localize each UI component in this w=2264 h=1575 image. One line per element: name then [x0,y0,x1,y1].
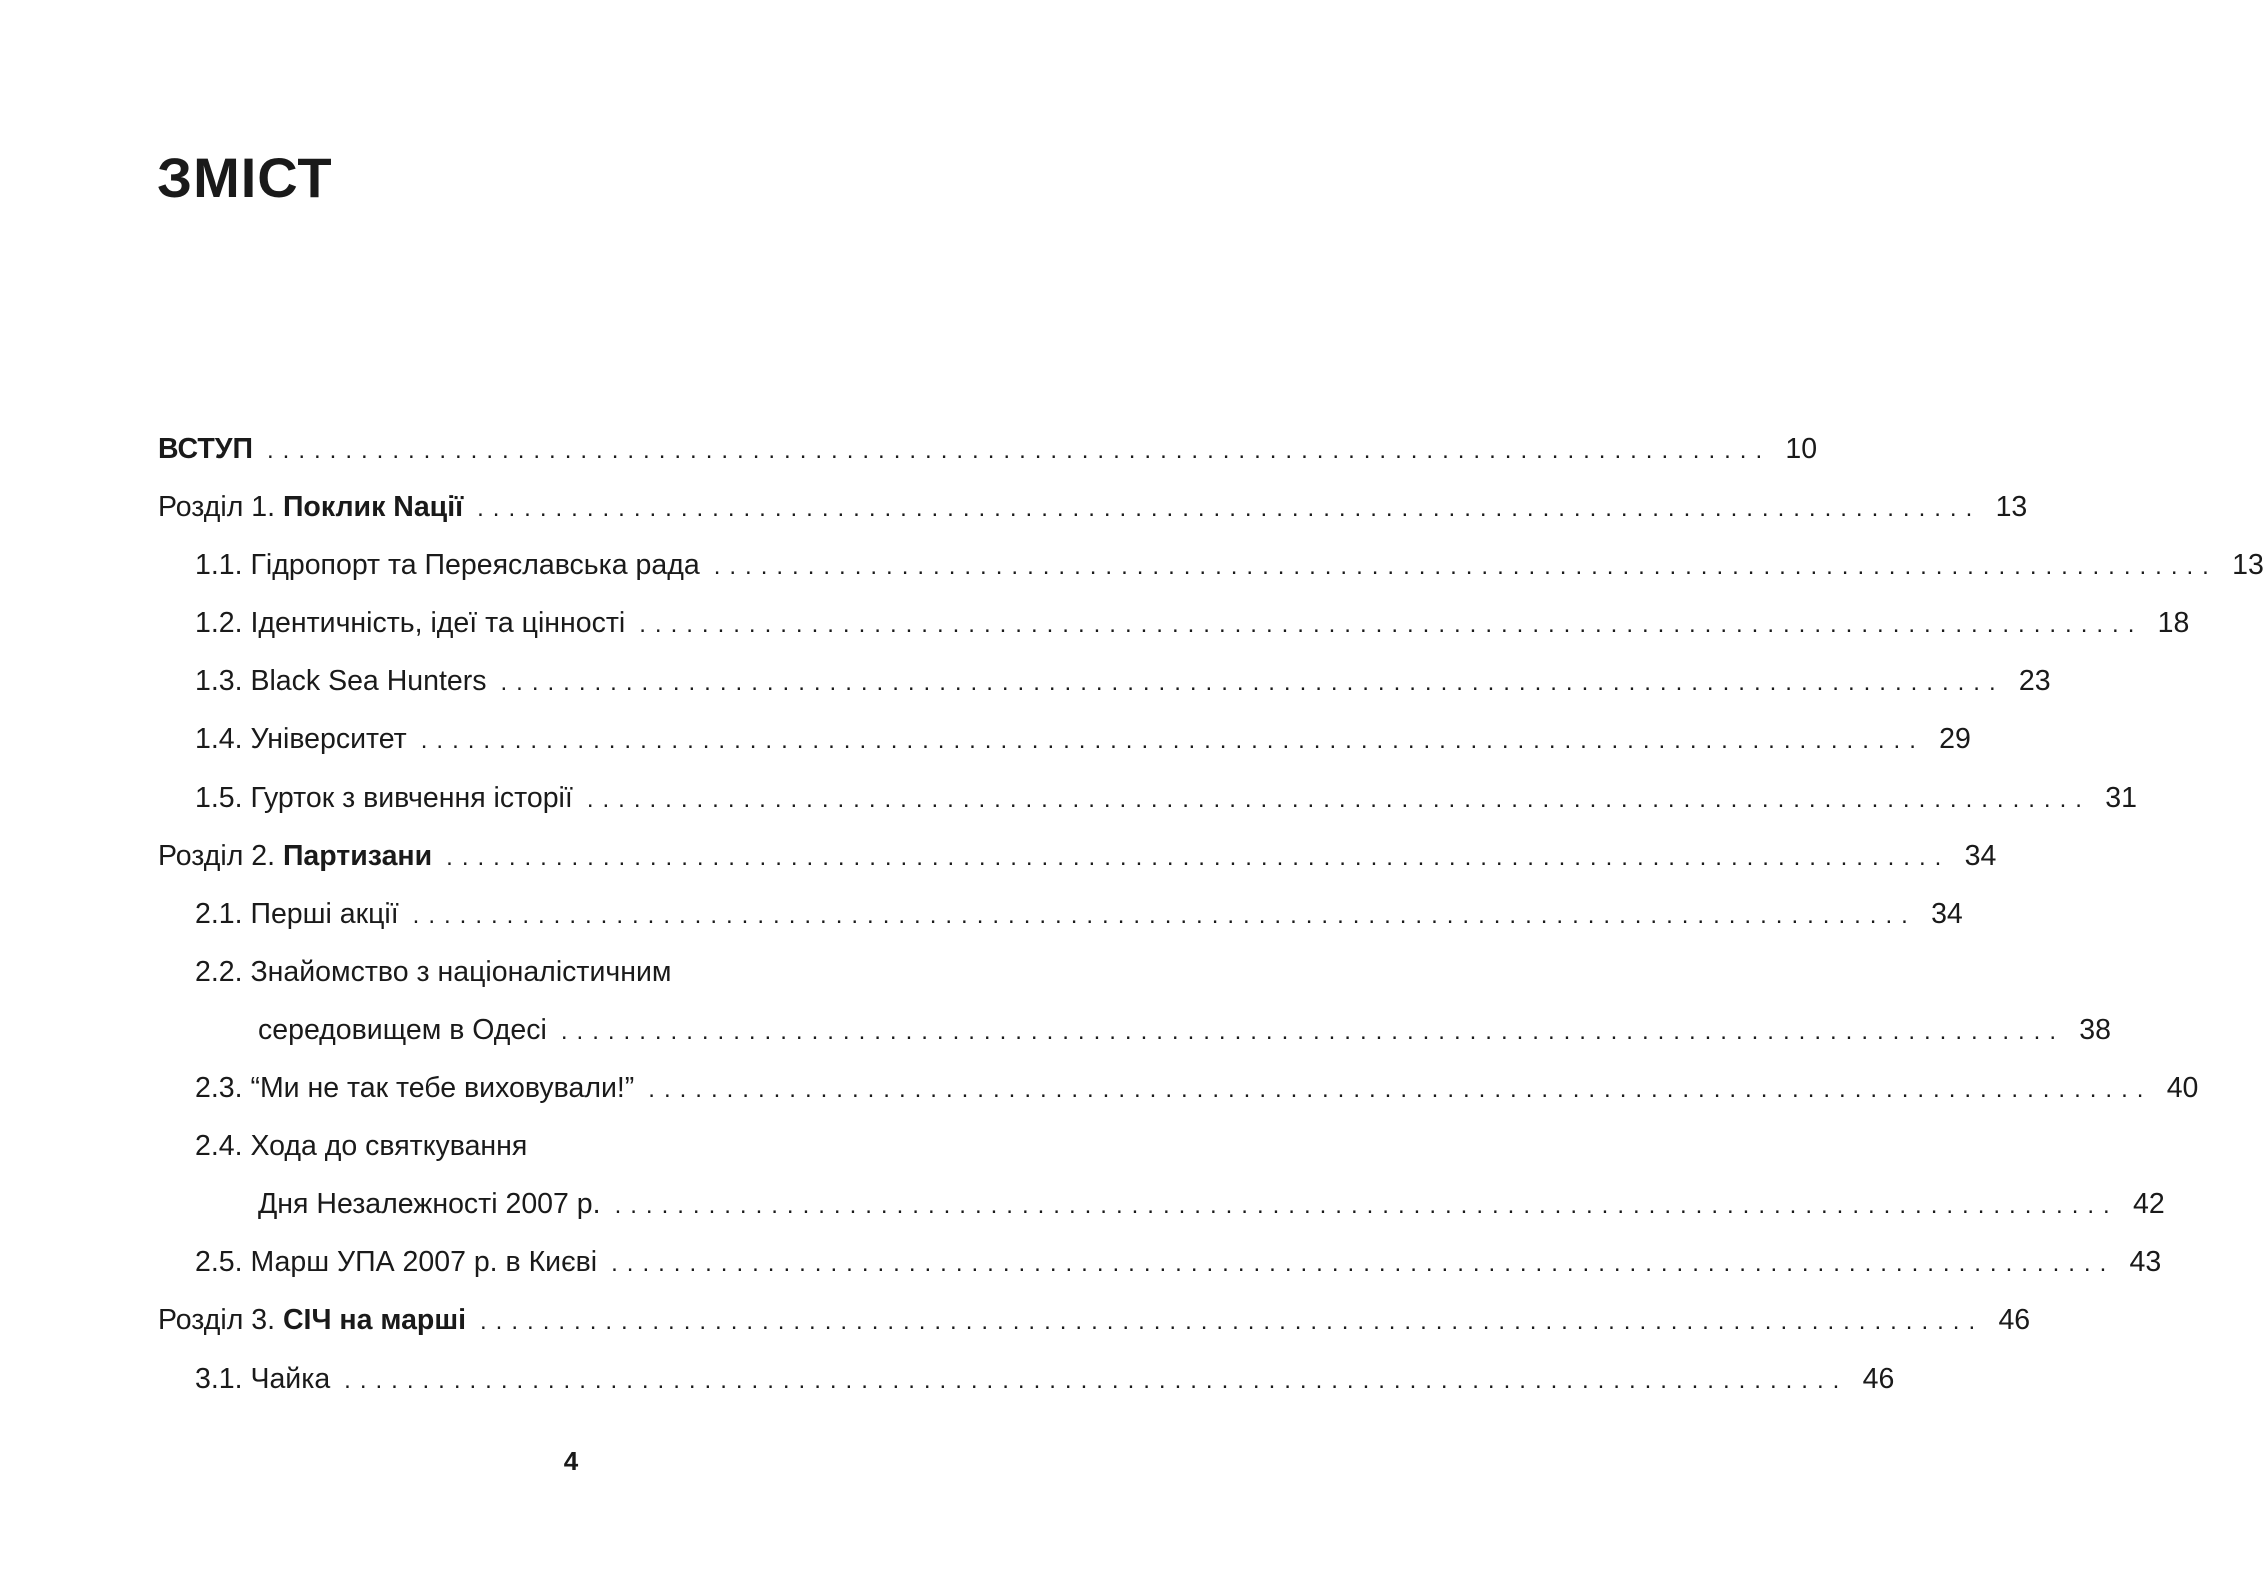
toc-entry-title: СІЧ на марші [282,1304,467,1337]
toc-page-number: 18 [2157,607,2190,640]
table-of-contents [158,420,2264,1408]
toc-entry-title: 1.3. Black Sea Hunters [195,665,487,698]
toc-entry-section-2-4-continued[interactable] [158,1175,2165,1233]
toc-entry-section-2-1[interactable] [158,885,1963,943]
dot-leader: ................................................................................................ [480,1308,1985,1336]
toc-entry-section-1-2[interactable] [158,594,2190,652]
toc-page-number: 29 [1939,723,1971,756]
toc-page-number: 10 [1785,433,1818,465]
toc-page-number: 31 [2105,781,2137,814]
toc-entry-chapter-1[interactable] [158,478,2028,536]
dot-leader: ................................................................................................ [500,669,2005,697]
toc-entry-section-2-3[interactable] [158,1059,2199,1117]
toc-entry-title: 2.1. Перші акції [195,897,399,930]
dot-leader: ................................................................................................ [611,1250,2116,1278]
toc-entry-section-3-1[interactable] [158,1350,1895,1408]
toc-entry-title: 2.2. Знайомство з націоналістичним [195,955,672,988]
toc-entry-section-2-5[interactable] [158,1233,2162,1291]
page-title: ЗМІСТ [157,146,333,209]
toc-entry-prefix: Розділ 3. [158,1304,283,1337]
toc-entry-text [158,827,432,885]
toc-entry-title: 1.4. Університет [195,723,407,756]
dot-leader: ................................................................................................ [560,1017,2065,1045]
toc-page-number: 42 [2133,1188,2165,1221]
dot-leader: ................................................................................................ [648,1076,2153,1104]
toc-entry-title: 2.5. Марш УПА 2007 р. в Києві [195,1246,598,1279]
toc-entry-section-2-2[interactable] [158,943,943,1001]
toc-entry-prefix: Розділ 2. [158,839,283,872]
dot-leader: ................................................................................................ [420,727,1925,755]
toc-page-number: 43 [2129,1246,2162,1279]
page-number: 4 [563,1446,579,1476]
toc-page-number: 23 [2018,665,2051,698]
toc-entry-title: Поклик Nації [282,491,464,524]
toc-entry-title: ВСТУП [158,433,253,465]
toc-page-number: 40 [2166,1072,2199,1105]
toc-entry-chapter-3[interactable] [158,1291,2031,1349]
dot-leader: ................................................................................................ [713,553,2218,581]
toc-entry-section-1-5[interactable] [158,769,2137,827]
toc-entry-text [158,420,253,478]
dot-leader: ................................................................................................ [344,1366,1849,1394]
toc-entry-title: 2.3. “Ми не так тебе виховували!” [195,1072,635,1105]
toc-page-number: 13 [1995,491,2028,524]
toc-page-number: 46 [1998,1304,2031,1337]
toc-entry-title: 1.1. Гідропорт та Переяславська рада [195,549,700,582]
dot-leader: ................................................................................................ [446,843,1951,871]
toc-entry-title: Партизани [282,839,433,872]
toc-entry-text [158,478,463,536]
toc-entry-section-2-2-continued[interactable] [158,1001,2111,1059]
dot-leader: ................................................................................................ [477,495,1982,523]
toc-entry-section-1-4[interactable] [158,710,1971,768]
toc-entry-intro[interactable] [158,420,1818,478]
toc-entry-section-2-4[interactable] [158,1117,943,1175]
toc-page-number: 34 [1931,897,1963,930]
toc-page-number: 34 [1964,839,1997,872]
toc-entry-section-1-3[interactable] [158,652,2051,710]
toc-entry-title: 2.4. Хода до святкування [195,1130,528,1163]
toc-page-number: 38 [2079,1013,2111,1046]
toc-entry-text [158,1291,466,1349]
toc-entry-prefix: Розділ 1. [158,491,283,524]
dot-leader: ................................................................................................ [412,901,1917,929]
dot-leader: ................................................................................................ [639,611,2144,639]
toc-page-number: 13 [2232,549,2264,582]
toc-page-number: 46 [1862,1362,1895,1395]
toc-entry-title: 1.5. Гурток з вивчення історії [195,781,573,814]
toc-entry-section-1-1[interactable] [158,536,2264,594]
toc-entry-title: 3.1. Чайка [195,1362,331,1395]
toc-entry-title: середовищем в Одесі [258,1013,547,1046]
toc-entry-chapter-2[interactable] [158,827,1997,885]
dot-leader: ................................................................................................ [586,785,2091,813]
toc-entry-title: 1.2. Ідентичність, ідеї та цінності [195,607,626,640]
dot-leader: ................................................................................................ [267,437,1772,464]
toc-entry-title: Дня Незалежності 2007 р. [258,1188,601,1221]
dot-leader: ................................................................................................ [614,1192,2119,1220]
